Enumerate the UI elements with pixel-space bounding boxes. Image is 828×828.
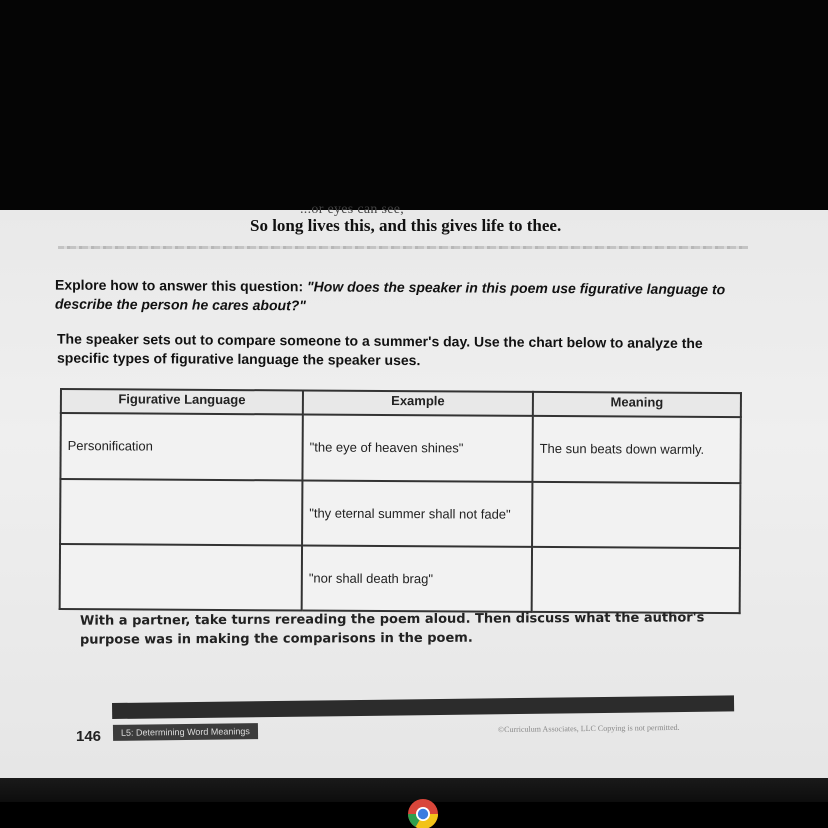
question-text: "How does the speaker in this poem use figurative language to describe the person he cares about?"	[55, 278, 726, 314]
unit-label: L5: Determining Word Meanings	[113, 723, 258, 741]
table-row	[60, 413, 740, 482]
meaning-cell[interactable]	[532, 481, 740, 547]
divider	[58, 246, 748, 249]
explore-question	[55, 276, 745, 319]
footer-bar	[112, 695, 734, 719]
chrome-icon[interactable]	[404, 796, 442, 828]
poem-cut-line: ...or eyes can see,	[300, 202, 405, 217]
meaning-cell[interactable]: The sun beats down warmly.	[532, 416, 740, 482]
header-meaning: Meaning	[533, 392, 741, 418]
figurative-cell[interactable]: Personification	[60, 413, 302, 480]
page-number: 146	[76, 728, 102, 745]
example-cell: "thy eternal summer shall not fade"	[302, 480, 532, 547]
meaning-cell[interactable]	[532, 547, 740, 613]
partner-instructions: With a partner, take turns rereading the poem aloud. Then discuss what the author's purpose was in making the comparisons in the poem.	[80, 610, 705, 648]
figurative-cell[interactable]	[60, 544, 302, 611]
figurative-cell[interactable]	[60, 479, 302, 546]
monitor-top-bezel	[0, 0, 828, 210]
worksheet-page	[0, 202, 828, 778]
poem-line: So long lives this, and this gives life to thee.	[250, 216, 562, 235]
copyright-notice: ©Curriculum Associates, LLC Copying is not permitted.	[497, 722, 680, 735]
table-row	[60, 544, 740, 613]
header-example: Example	[303, 390, 533, 416]
intro-text: The speaker sets out to compare someone to a summer's day. Use the chart below to analyze the specific types of figurative language the speaker uses.	[57, 330, 703, 369]
figurative-language-table	[59, 388, 742, 614]
example-cell: "the eye of heaven shines"	[302, 415, 532, 482]
example-cell: "nor shall death brag"	[302, 545, 532, 612]
table-row	[60, 479, 740, 548]
explore-lead: Explore how to answer this question:	[55, 276, 304, 295]
header-figurative-language: Figurative Language	[61, 389, 303, 415]
